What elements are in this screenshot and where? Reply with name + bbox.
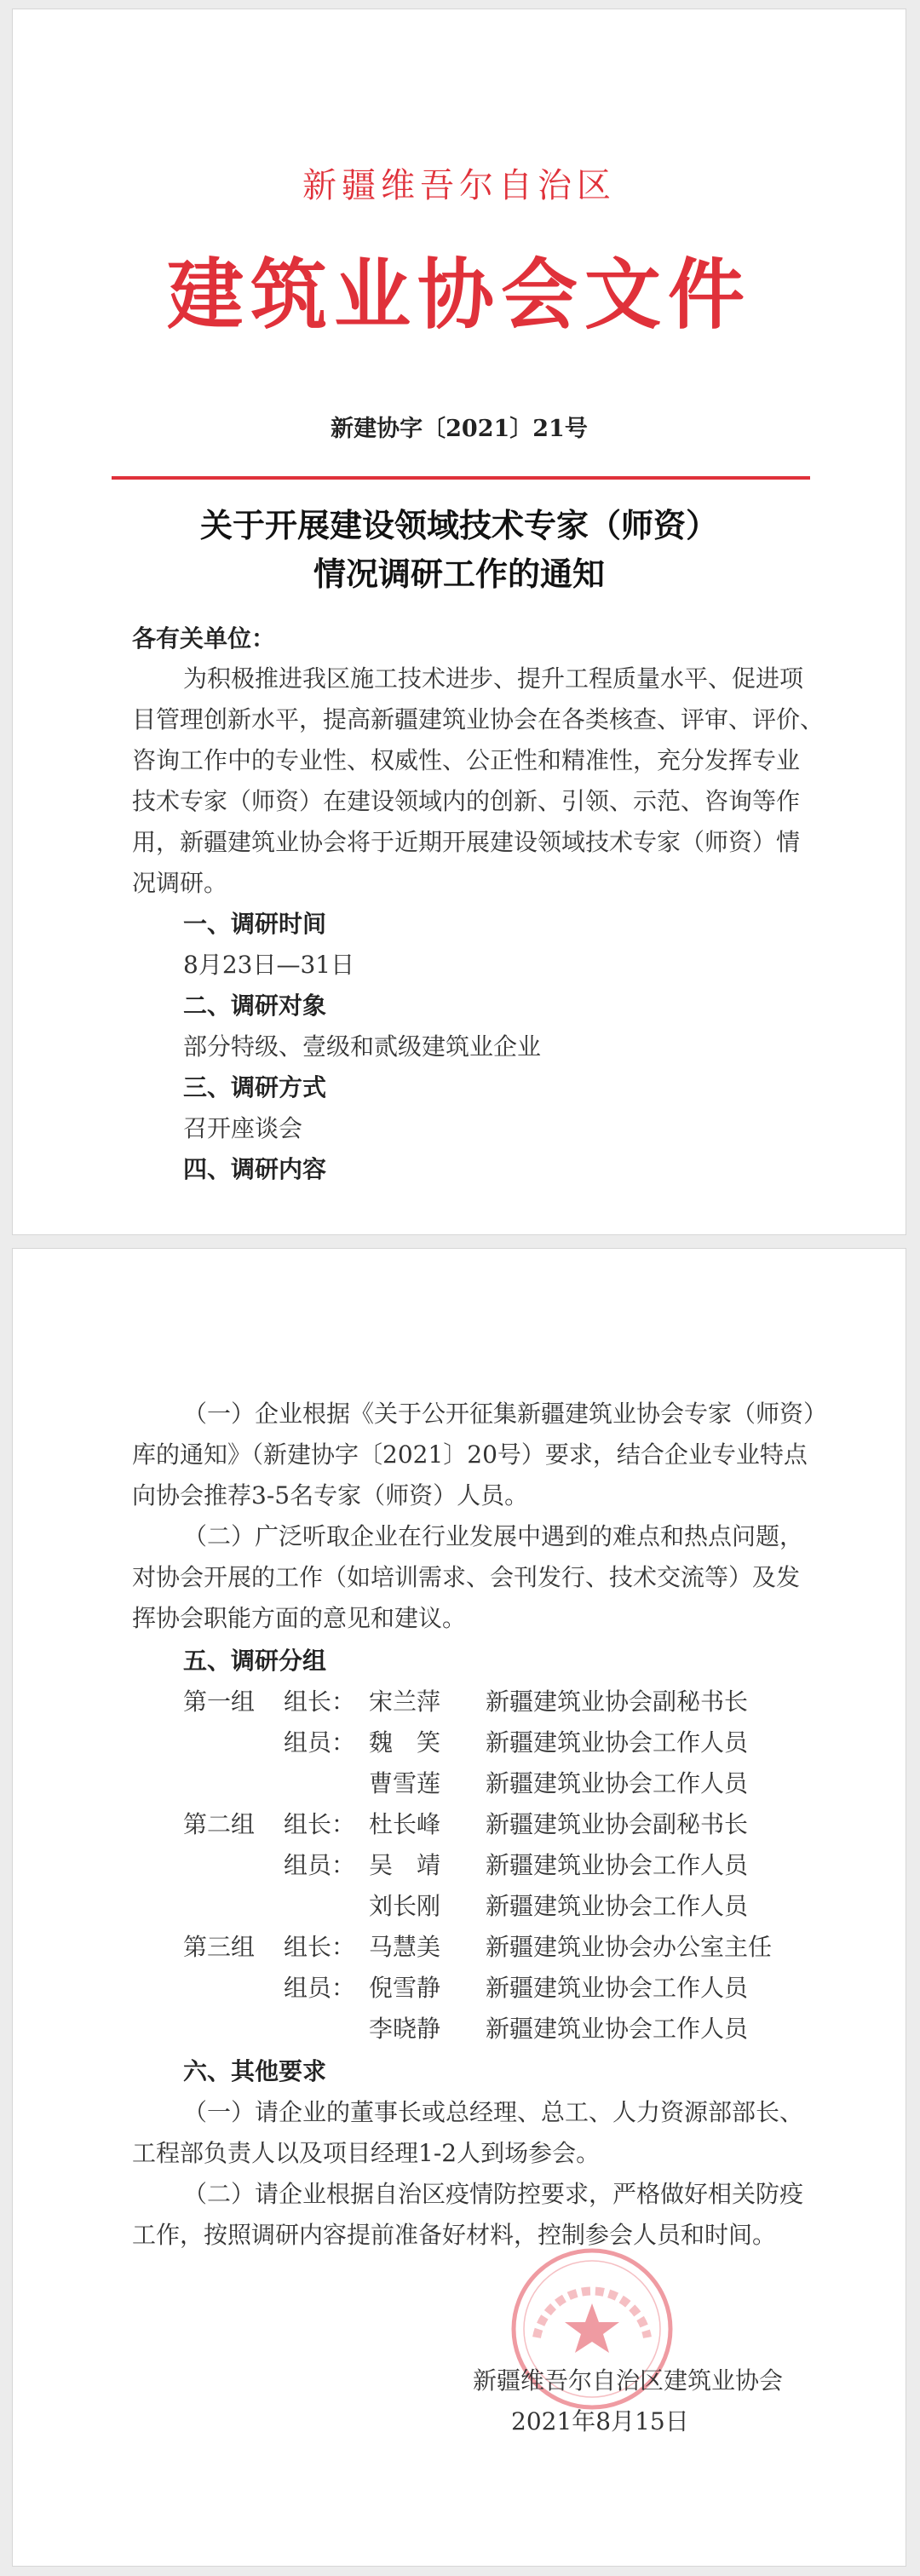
intro-line: 况调研。 [132,869,228,897]
group-member-title: 新疆建筑业协会工作人员 [486,1851,749,1879]
document-page-1 [12,9,906,1235]
signature-date: 2021年8月15日 [511,2407,689,2435]
group-label: 第一组 [183,1688,256,1716]
group-member-name: 杜长峰 [369,1810,441,1838]
group-role: 组长： [284,1810,356,1838]
groups-heading: 五、调研分组 [183,1647,327,1675]
intro-line: 用，新疆建筑业协会将于近期开展建设领域技术专家（师资）情 [132,828,801,856]
group-role: 组员： [284,1851,356,1879]
content-item-line: （一）企业根据《关于公开征集新疆建筑业协会专家（师资） [183,1400,828,1428]
document-page-2 [12,1248,906,2567]
section-heading-time: 一、调研时间 [183,910,327,938]
content-item-line: 对协会开展的工作（如培训需求、会刊发行、技术交流等）及发 [132,1563,801,1591]
other-requirements-heading: 六、其他要求 [183,2057,327,2085]
group-member-title: 新疆建筑业协会工作人员 [486,1769,749,1797]
other-requirement-line: 工作，按照调研内容提前准备好材料，控制参会人员和时间。 [132,2221,777,2249]
group-role: 组长： [284,1933,356,1961]
section-body-time: 8月23日—31日 [183,951,355,979]
group-member-name: 曹雪莲 [369,1769,441,1797]
group-member-name: 宋兰萍 [369,1688,441,1716]
group-member-title: 新疆建筑业协会副秘书长 [486,1688,749,1716]
group-member-title: 新疆建筑业协会工作人员 [486,1892,749,1920]
section-body-method: 召开座谈会 [183,1114,303,1142]
document-title: 建筑业协会文件 [167,250,751,340]
intro-line: 目管理创新水平，提高新疆建筑业协会在各类核查、评审、评价、 [132,705,825,733]
group-member-name: 李晓静 [369,2015,441,2043]
group-label: 第三组 [183,1933,256,1961]
document-number: 新建协字〔2021〕21号 [331,416,588,442]
group-member-name: 马慧美 [369,1933,441,1961]
other-requirement-line: （一）请企业的董事长或总经理、总工、人力资源部部长、 [183,2098,804,2126]
intro-line: 咨询工作中的专业性、权威性、公正性和精准性，充分发挥专业 [132,746,801,774]
notice-title-line-1: 关于开展建设领域技术专家（师资） [199,506,718,544]
signature-organization: 新疆维吾尔自治区建筑业协会 [473,2366,784,2395]
section-body-targets: 部分特级、壹级和贰级建筑业企业 [183,1032,542,1061]
content-item-line: （二）广泛听取企业在行业发展中遇到的难点和热点问题， [183,1522,804,1550]
content-item-line: 挥协会职能方面的意见和建议。 [132,1604,467,1632]
intro-line: 为积极推进我区施工技术进步、提升工程质量水平、促进项 [183,664,804,693]
content-item-line: 向协会推荐3-5名专家（师资）人员。 [132,1481,529,1509]
group-member-title: 新疆建筑业协会工作人员 [486,2015,749,2043]
content-item-line: 库的通知》（新建协字〔2021〕20号）要求，结合企业专业特点 [132,1440,808,1469]
intro-line: 技术专家（师资）在建设领域内的创新、引领、示范、咨询等作 [132,787,801,815]
group-member-title: 新疆建筑业协会工作人员 [486,1728,749,1757]
red-divider [112,476,810,480]
group-role: 组员： [284,1728,356,1757]
group-member-name: 吴 靖 [369,1851,441,1879]
group-member-title: 新疆建筑业协会办公室主任 [486,1933,773,1961]
other-requirement-line: 工程部负责人以及项目经理1-2人到场参会。 [132,2139,601,2167]
notice-title-line-2: 情况调研工作的通知 [313,555,605,593]
group-label: 第二组 [183,1810,256,1838]
group-member-name: 魏 笑 [369,1728,441,1757]
other-requirement-line: （二）请企业根据自治区疫情防控要求，严格做好相关防疫 [183,2180,804,2208]
region-header: 新疆维吾尔自治区 [302,166,616,205]
section-heading-content: 四、调研内容 [183,1155,327,1183]
group-member-name: 刘长刚 [369,1892,441,1920]
salutation: 各有关单位： [132,624,276,653]
group-member-title: 新疆建筑业协会工作人员 [486,1974,749,2002]
group-role: 组长： [284,1688,356,1716]
group-role: 组员： [284,1974,356,2002]
group-member-title: 新疆建筑业协会副秘书长 [486,1810,749,1838]
group-member-name: 倪雪静 [369,1974,441,2002]
section-heading-targets: 二、调研对象 [183,992,327,1020]
section-heading-method: 三、调研方式 [183,1073,327,1101]
